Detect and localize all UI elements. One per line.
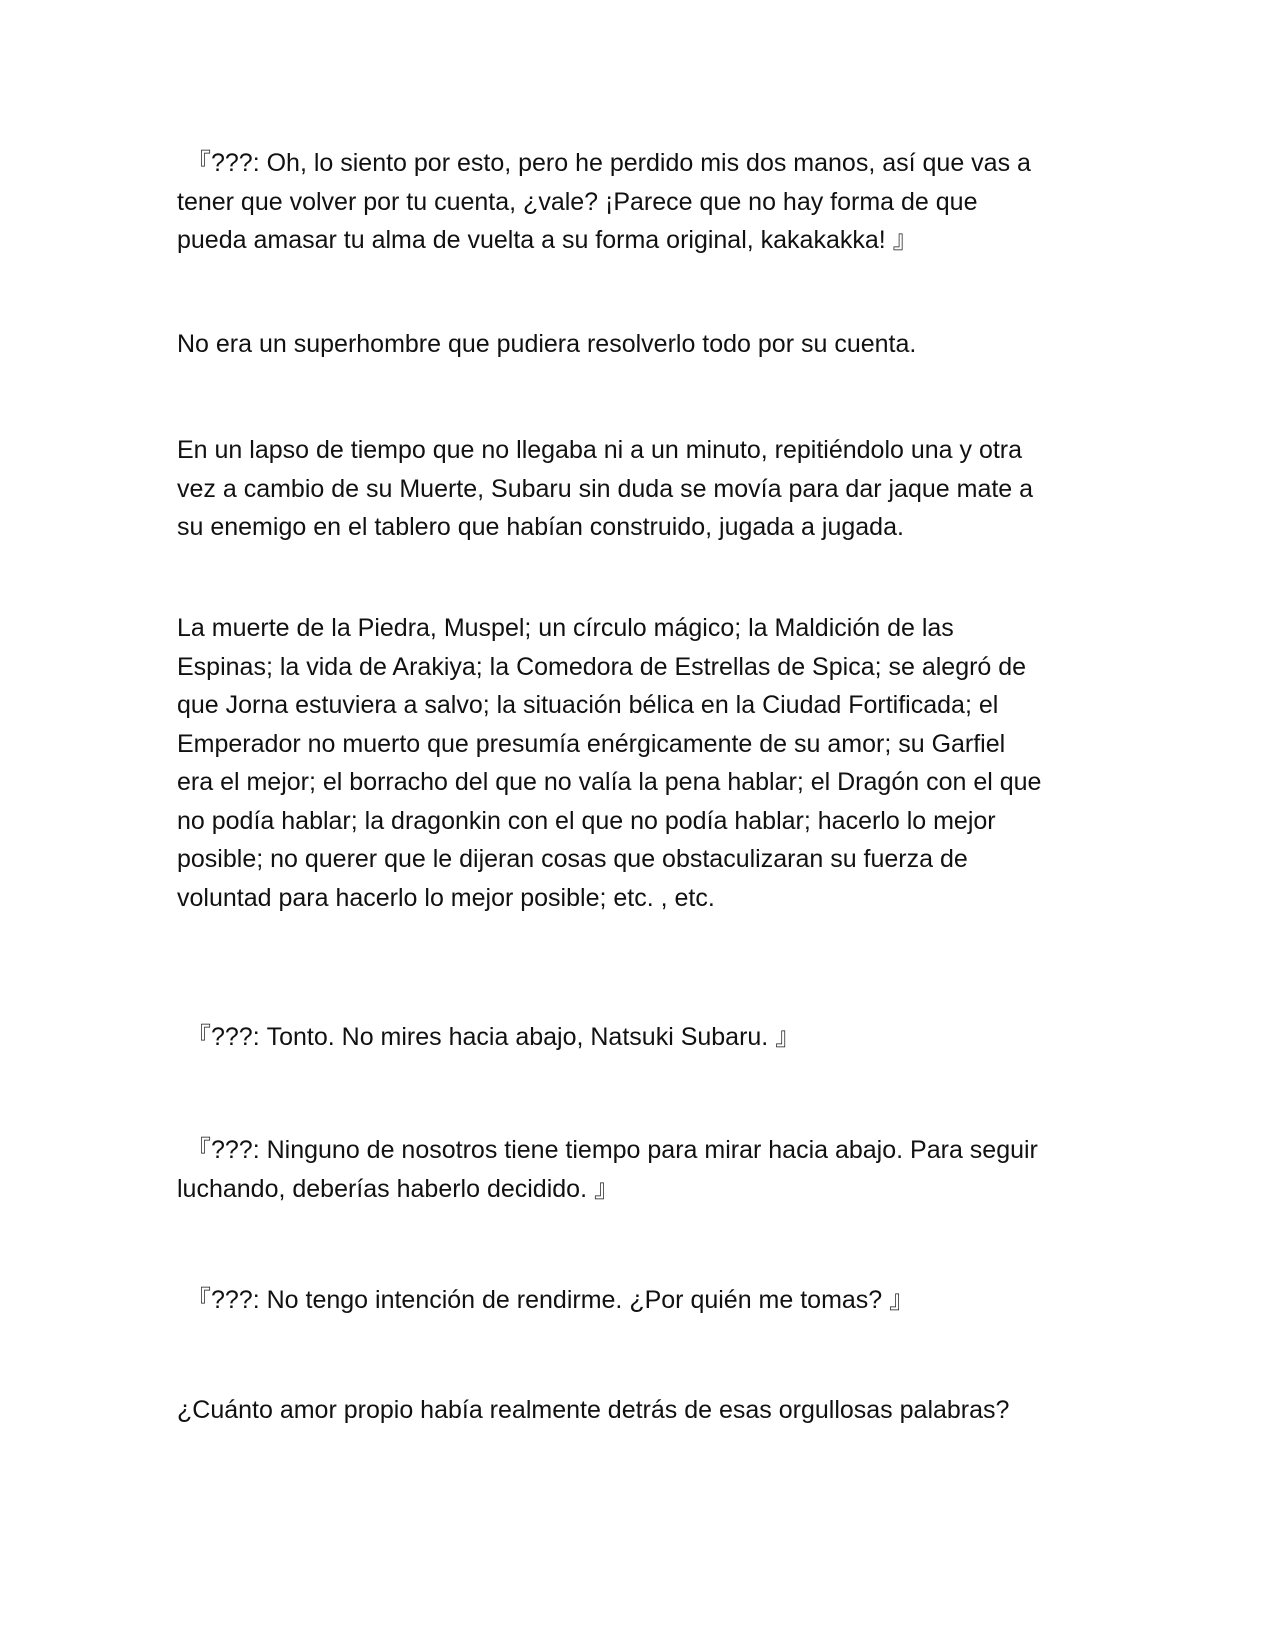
paragraph-dialogue-3 [177,1131,1126,1208]
text-line: La muerte de la Piedra, Muspel; un círculo mágico; la Maldición de las [177,614,954,642]
text-line: voluntad para hacerlo lo mejor posible; etc. , etc. [177,883,715,912]
text-line: En un lapso de tiempo que no llegaba ni a un minuto, repitiéndolo una y otra [177,436,1023,464]
text-line: su enemigo en el tablero que habían construido, jugada a jugada. [177,513,904,541]
paragraph-narration-2 [177,431,1117,547]
paragraph-dialogue-1 [177,144,1126,260]
text-line: luchando, deberías haberlo decidido. 』 [177,1174,619,1203]
text-line: No era un superhombre que pudiera resolverlo todo por su cuenta. [177,330,917,358]
paragraph-narration-1 [177,325,1117,364]
text-line: 『???: Oh, lo siento por esto, pero he perdido mis dos manos, así que vas a [186,149,1031,177]
text-line: 『???: Ninguno de nosotros tiene tiempo para mirar hacia abajo. Para seguir [186,1136,1038,1164]
paragraph-narration-4 [177,1391,1117,1430]
paragraph-narration-3 [177,609,1117,917]
text-line: era el mejor; el borracho del que no valía la pena hablar; el Dragón con el que [177,768,1042,796]
text-line: no podía hablar; la dragonkin con el que no podía hablar; hacerlo lo mejor [177,806,996,835]
text-line: tener que volver por tu cuenta, ¿vale? ¡Parece que no hay forma de que [177,187,978,216]
text-line: 『???: No tengo intención de rendirme. ¿Por quién me tomas? 』 [186,1286,915,1314]
text-line: posible; no querer que le dijeran cosas que obstaculizaran su fuerza de [177,845,968,873]
paragraph-dialogue-4 [186,1281,1126,1320]
paragraph-dialogue-2 [186,1018,1126,1057]
text-line: Emperador no muerto que presumía enérgicamente de su amor; su Garfiel [177,729,1006,758]
text-line: ¿Cuánto amor propio había realmente detrás de esas orgullosas palabras? [177,1396,1010,1424]
text-line: que Jorna estuviera a salvo; la situación bélica en la Ciudad Fortificada; el [177,691,999,719]
text-line: Espinas; la vida de Arakiya; la Comedora de Estrellas de Spica; se alegró de [177,652,1027,681]
text-line: vez a cambio de su Muerte, Subaru sin duda se movía para dar jaque mate a [177,474,1034,503]
text-line: pueda amasar tu alma de vuelta a su forma original, kakakakka! 』 [177,226,918,254]
text-line: 『???: Tonto. No mires hacia abajo, Natsuki Subaru. 』 [186,1023,801,1051]
